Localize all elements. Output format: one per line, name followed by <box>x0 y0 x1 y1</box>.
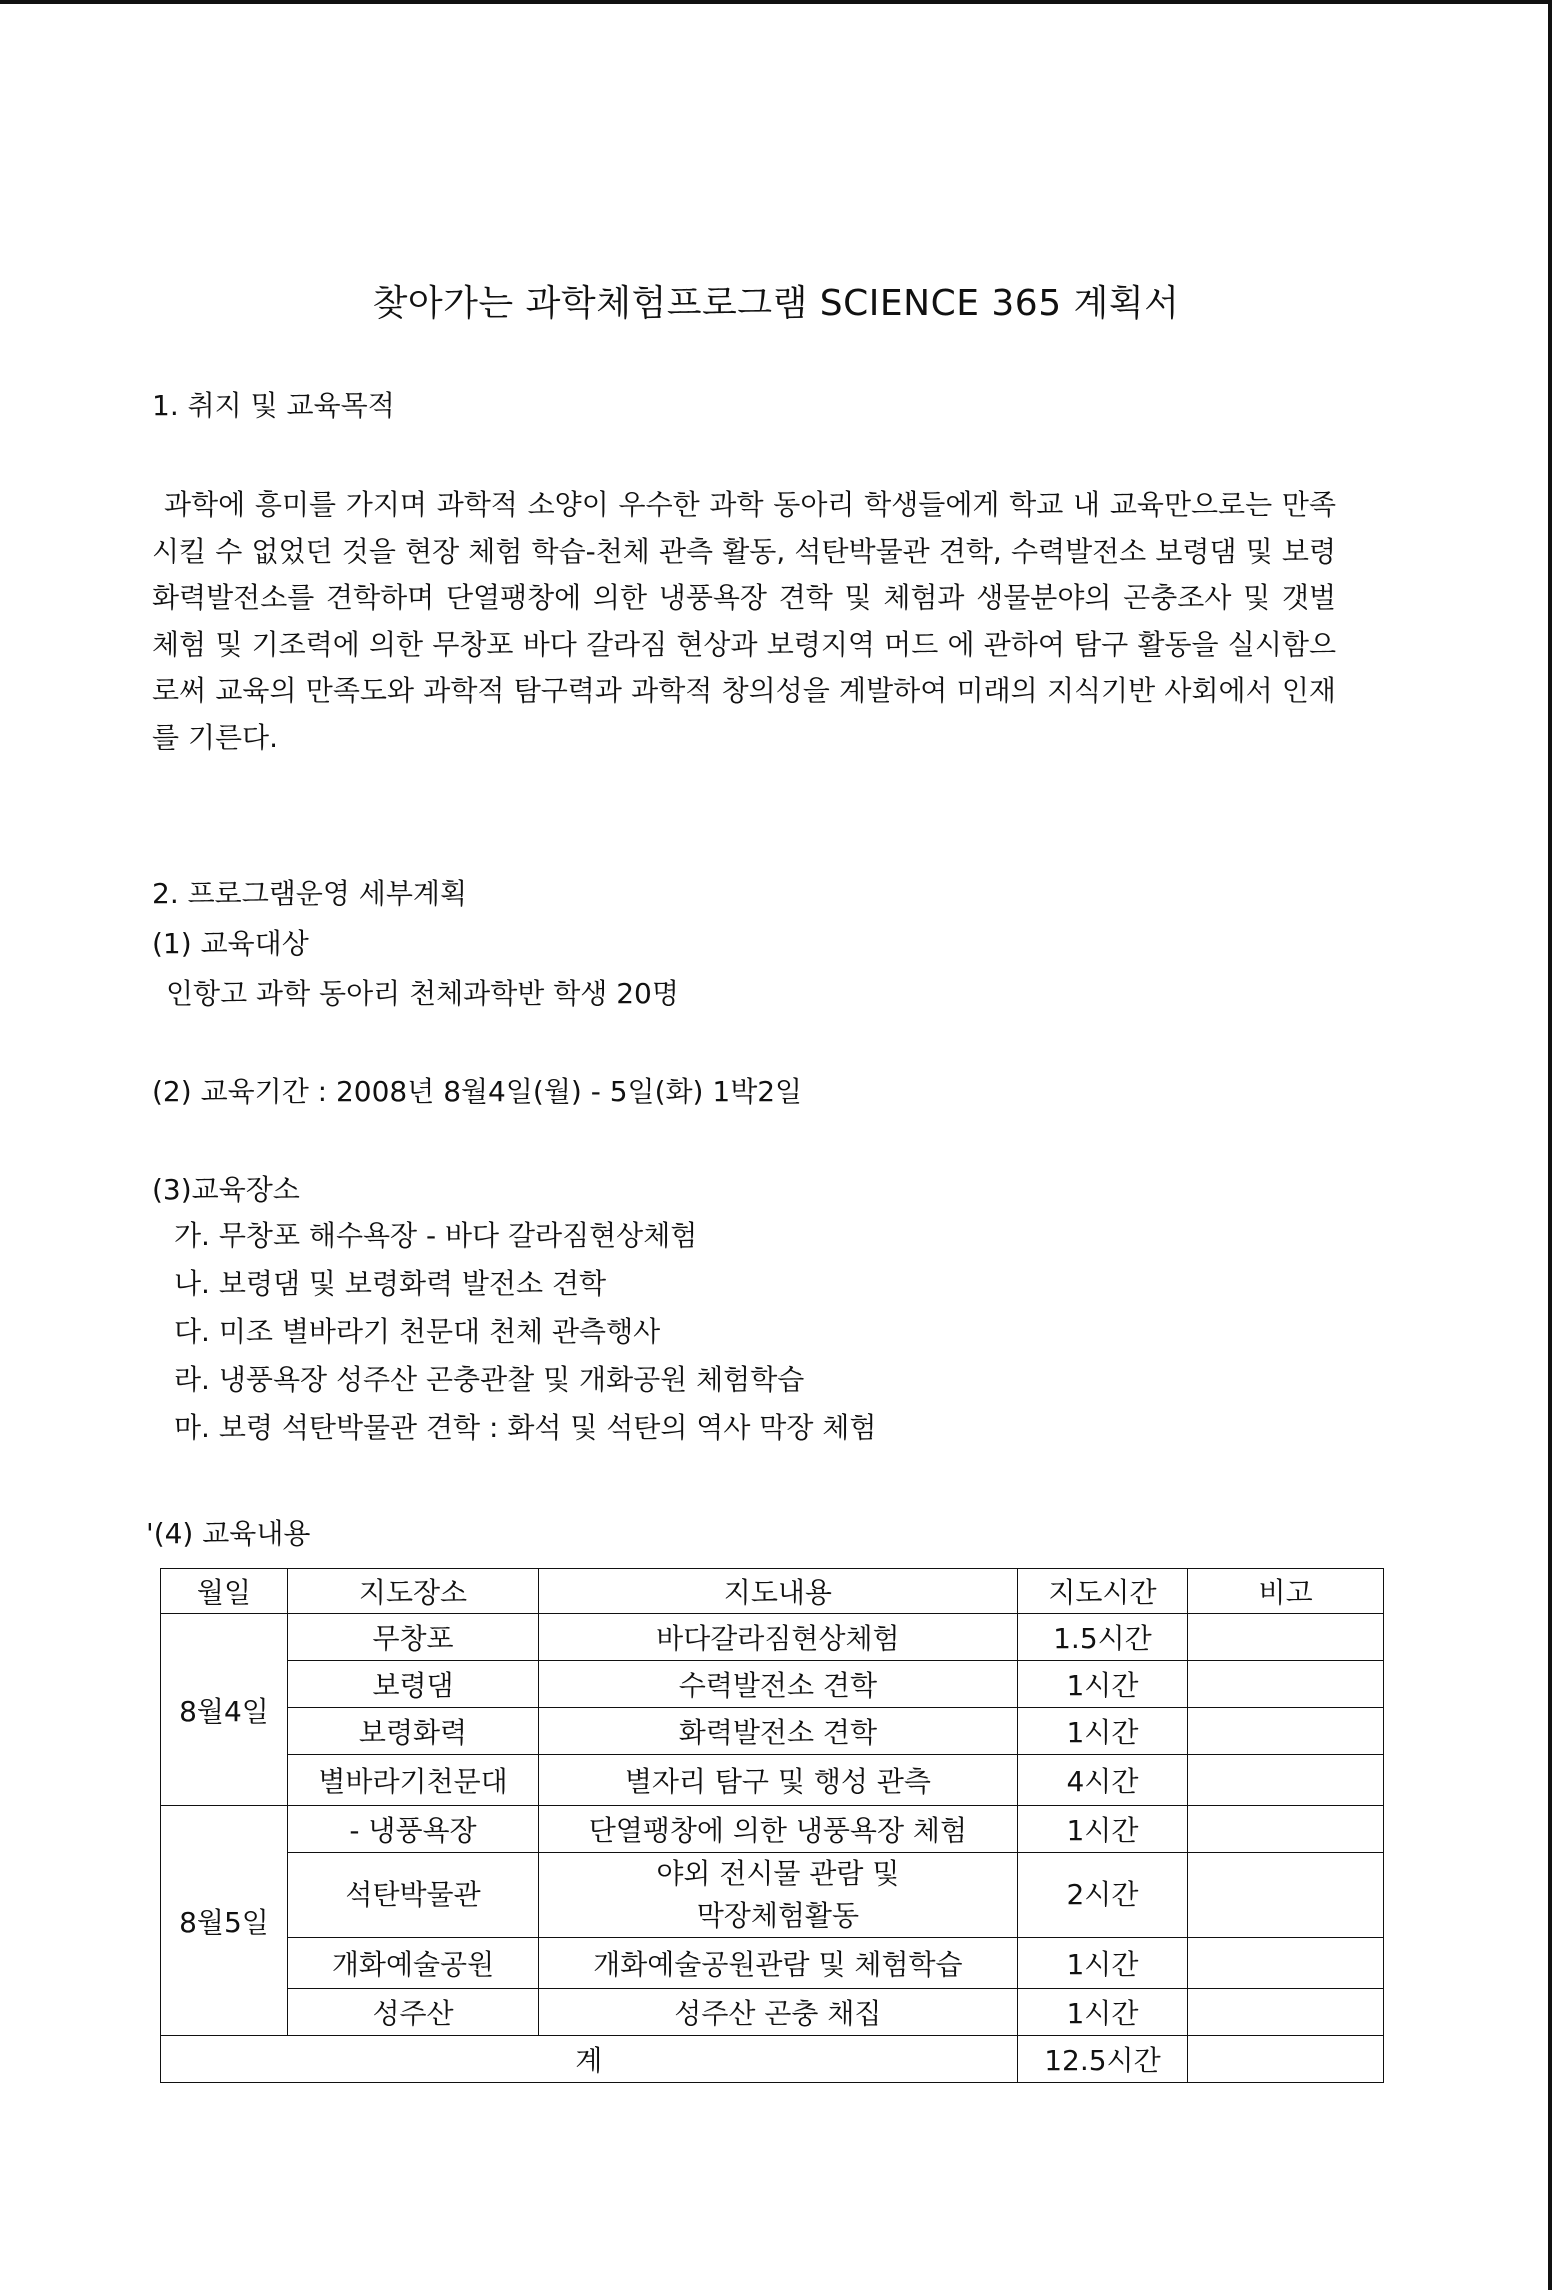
content-cell: 개화예술공원관람 및 체험학습 <box>539 1938 1018 1989</box>
content-cell-line-1: 야외 전시물 관람 및 <box>656 1857 900 1890</box>
place-item-2: 나. 보령댐 및 보령화력 발전소 견학 <box>174 1267 607 1300</box>
place-item-3: 다. 미조 별바라기 천문대 천체 관측행사 <box>174 1315 661 1348</box>
content-cell: 화력발전소 견학 <box>539 1708 1018 1755</box>
table-row <box>161 1614 1384 1661</box>
table-row <box>161 1661 1384 1708</box>
place-item-5: 마. 보령 석탄박물관 견학 : 화석 및 석탄의 역사 막장 체험 <box>174 1411 877 1444</box>
scan-edge-right <box>1548 0 1552 2290</box>
table-row <box>161 1755 1384 1806</box>
note-cell <box>1188 1614 1384 1661</box>
total-label-cell: 계 <box>161 2036 1018 2083</box>
schedule-table <box>160 1568 1384 2083</box>
content-cell: 별자리 탐구 및 행성 관측 <box>539 1755 1018 1806</box>
table-header-row <box>161 1569 1384 1614</box>
hours-cell: 4시간 <box>1017 1755 1188 1806</box>
note-cell <box>1188 1755 1384 1806</box>
section-1-heading: 1. 취지 및 교육목적 <box>152 389 395 422</box>
target-text: 인항고 과학 동아리 천체과학반 학생 20명 <box>166 977 679 1010</box>
content-cell: 바다갈라짐현상체험 <box>539 1614 1018 1661</box>
date-cell: 8월5일 <box>161 1806 288 2036</box>
place-cell: 보령화력 <box>287 1708 538 1755</box>
note-cell <box>1188 1938 1384 1989</box>
hours-cell: 1시간 <box>1017 1806 1188 1853</box>
target-heading: (1) 교육대상 <box>152 927 309 960</box>
place-cell: 석탄박물관 <box>287 1853 538 1938</box>
document-title: 찾아가는 과학체험프로그램 SCIENCE 365 계획서 <box>372 283 1180 324</box>
content-cell-line-2: 막장체험활동 <box>696 1899 860 1932</box>
place-cell: 무창포 <box>287 1614 538 1661</box>
scan-edge-top <box>0 0 1552 4</box>
header-content: 지도내용 <box>539 1569 1018 1614</box>
content-cell: 단열팽창에 의한 냉풍욕장 체험 <box>539 1806 1018 1853</box>
places-heading: (3)교육장소 <box>152 1173 300 1206</box>
hours-cell: 1시간 <box>1017 1938 1188 1989</box>
place-item-1: 가. 무창포 해수욕장 - 바다 갈라짐현상체험 <box>174 1219 698 1252</box>
header-place: 지도장소 <box>287 1569 538 1614</box>
section-2-heading: 2. 프로그램운영 세부계획 <box>152 877 467 910</box>
table-row <box>161 1938 1384 1989</box>
place-cell: - 냉풍욕장 <box>287 1806 538 1853</box>
content-cell: 성주산 곤충 채집 <box>539 1989 1018 2036</box>
table-row <box>161 1853 1384 1938</box>
hours-cell: 1시간 <box>1017 1989 1188 2036</box>
total-hours-cell: 12.5시간 <box>1017 2036 1188 2083</box>
table-row <box>161 1989 1384 2036</box>
place-cell: 별바라기천문대 <box>287 1755 538 1806</box>
table-total-row <box>161 2036 1384 2083</box>
hours-cell: 1시간 <box>1017 1661 1188 1708</box>
note-cell <box>1188 1806 1384 1853</box>
content-heading: '(4) 교육내용 <box>146 1517 311 1550</box>
place-cell: 보령댐 <box>287 1661 538 1708</box>
place-item-4: 라. 냉풍욕장 성주산 곤충관찰 및 개화공원 체험학습 <box>174 1363 805 1396</box>
table-row <box>161 1708 1384 1755</box>
date-cell: 8월4일 <box>161 1614 288 1806</box>
header-date: 월일 <box>161 1569 288 1614</box>
header-hours: 지도시간 <box>1017 1569 1188 1614</box>
note-cell <box>1188 1661 1384 1708</box>
place-cell: 성주산 <box>287 1989 538 2036</box>
header-note: 비고 <box>1188 1569 1384 1614</box>
hours-cell: 1.5시간 <box>1017 1614 1188 1661</box>
content-cell <box>539 1853 1018 1938</box>
total-note-cell <box>1188 2036 1384 2083</box>
note-cell <box>1188 1853 1384 1938</box>
note-cell <box>1188 1708 1384 1755</box>
hours-cell: 1시간 <box>1017 1708 1188 1755</box>
table-row <box>161 1806 1384 1853</box>
content-cell: 수력발전소 견학 <box>539 1661 1018 1708</box>
note-cell <box>1188 1989 1384 2036</box>
section-1-body: 과학에 흥미를 가지며 과학적 소양이 우수한 과학 동아리 학생들에게 학교 내 교육만으로는 만족 시킬 수 없었던 것을 현장 체험 학습-천체 관측 활동, 석탄박물관 견학, 수력발전소 보령댐 및 보령화력발전소를 견학하며 단열팽창에 의한 냉풍욕장 견학 및 체험과 생물분야의 곤충조사 및 갯벌 체험 및 기조력에 의한 무창포 바다 갈라짐 현상과 보령지역 머드 에 관하여 탐구 활동을 실시함으로써 교육의 만족도와 과학적 탐구력과 과학적 창의성을 계발하여 미래의 지식기반 사회에서 인재를 기른다. <box>152 488 1336 754</box>
place-cell: 개화예술공원 <box>287 1938 538 1989</box>
period-text: (2) 교육기간 : 2008년 8월4일(월) - 5일(화) 1박2일 <box>152 1075 803 1108</box>
hours-cell: 2시간 <box>1017 1853 1188 1938</box>
